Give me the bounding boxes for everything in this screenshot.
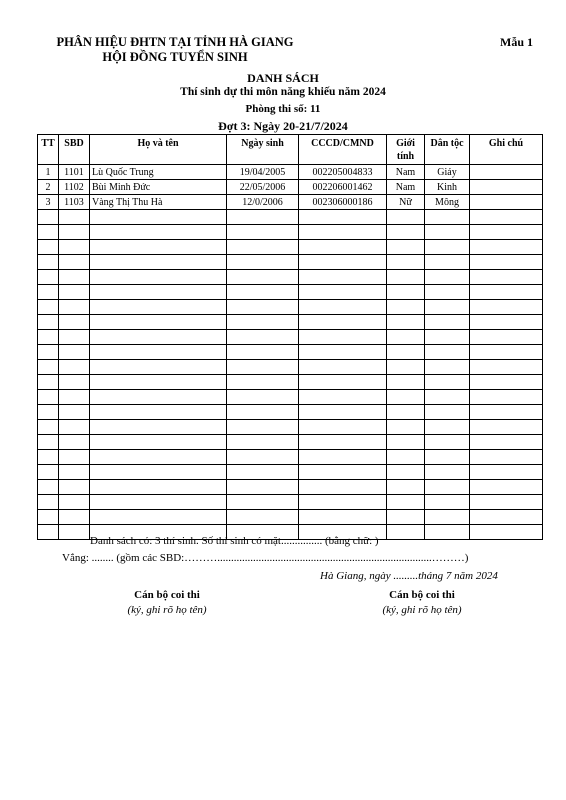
empty-cell [299,480,387,495]
empty-cell [38,465,59,480]
empty-table-row [38,450,543,465]
empty-cell [227,405,299,420]
place-date: Hà Giang, ngày .........tháng 7 năm 2024 [320,570,498,582]
empty-cell [470,240,543,255]
col-header-gender [387,135,425,165]
empty-cell [90,345,227,360]
empty-cell [227,285,299,300]
empty-table-row [38,315,543,330]
empty-cell [38,375,59,390]
empty-cell [59,345,90,360]
empty-cell [299,375,387,390]
empty-cell [470,255,543,270]
empty-cell [425,300,470,315]
empty-cell [299,240,387,255]
empty-cell [227,450,299,465]
empty-cell [470,480,543,495]
empty-cell [90,435,227,450]
empty-cell [425,525,470,540]
empty-cell [59,225,90,240]
cell-note [470,165,543,180]
empty-cell [299,300,387,315]
empty-cell [227,330,299,345]
empty-cell [227,465,299,480]
document-subtitle: Thí sinh dự thi môn năng khiếu năm 2024 [180,86,386,98]
empty-cell [387,465,425,480]
empty-cell [425,450,470,465]
empty-cell [90,450,227,465]
empty-cell [59,270,90,285]
empty-cell [425,375,470,390]
empty-cell [470,435,543,450]
empty-cell [387,420,425,435]
cell-ethnicity: Kinh [425,180,470,195]
empty-cell [425,225,470,240]
empty-cell [425,495,470,510]
cell-name: Bùi Minh Đức [90,180,227,195]
empty-cell [299,360,387,375]
empty-cell [38,420,59,435]
empty-cell [227,510,299,525]
empty-cell [387,270,425,285]
empty-cell [299,495,387,510]
cell-id: 002206001462 [299,180,387,195]
empty-cell [90,330,227,345]
empty-cell [387,480,425,495]
empty-table-row [38,285,543,300]
empty-cell [38,345,59,360]
empty-cell [470,450,543,465]
empty-cell [470,345,543,360]
col-header-id: CCCD/CMND [299,135,387,165]
empty-cell [38,450,59,465]
empty-cell [227,345,299,360]
cell-id: 002205004833 [299,165,387,180]
signature-right-title: Cán bộ coi thi [389,589,455,601]
exam-session: Đợt 3: Ngày 20-21/7/2024 [218,119,348,133]
empty-cell [299,450,387,465]
empty-cell [59,360,90,375]
empty-cell [425,405,470,420]
empty-cell [470,330,543,345]
signature-right-note: (ký, ghi rõ họ tên) [382,604,462,616]
empty-cell [59,330,90,345]
empty-cell [387,240,425,255]
col-header-ethnicity: Dân tộc [425,135,470,165]
empty-table-row [38,375,543,390]
empty-cell [387,330,425,345]
empty-cell [299,420,387,435]
cell-dob: 12/0/2006 [227,195,299,210]
empty-cell [90,270,227,285]
cell-ethnicity: Mông [425,195,470,210]
empty-cell [470,210,543,225]
empty-cell [227,480,299,495]
empty-table-row [38,270,543,285]
empty-cell [59,240,90,255]
empty-cell [38,270,59,285]
empty-cell [59,480,90,495]
empty-table-row [38,465,543,480]
empty-cell [299,285,387,300]
empty-cell [38,330,59,345]
empty-cell [90,360,227,375]
empty-table-row [38,300,543,315]
empty-cell [90,510,227,525]
empty-cell [387,360,425,375]
empty-cell [90,420,227,435]
cell-gender: Nam [387,165,425,180]
empty-cell [38,285,59,300]
cell-note [470,180,543,195]
empty-cell [227,225,299,240]
empty-cell [59,255,90,270]
empty-cell [38,435,59,450]
empty-cell [227,435,299,450]
cell-dob: 22/05/2006 [227,180,299,195]
empty-cell [59,300,90,315]
cell-tt: 2 [38,180,59,195]
empty-cell [425,345,470,360]
col-header-gender-line1: Giới [396,138,415,149]
empty-cell [299,345,387,360]
document-title: DANH SÁCH [247,71,319,85]
empty-cell [470,270,543,285]
empty-cell [470,300,543,315]
cell-sbd: 1102 [59,180,90,195]
empty-cell [227,495,299,510]
empty-cell [470,285,543,300]
empty-table-row [38,360,543,375]
empty-cell [38,510,59,525]
empty-cell [470,465,543,480]
empty-cell [387,210,425,225]
empty-cell [59,405,90,420]
empty-cell [470,525,543,540]
empty-cell [38,240,59,255]
empty-table-row [38,495,543,510]
cell-tt: 1 [38,165,59,180]
empty-table-row [38,480,543,495]
empty-cell [425,420,470,435]
empty-table-row [38,255,543,270]
empty-cell [425,285,470,300]
empty-cell [90,240,227,255]
empty-cell [59,495,90,510]
empty-table-row [38,345,543,360]
col-header-tt: TT [38,135,59,165]
empty-cell [227,360,299,375]
empty-cell [90,465,227,480]
cell-name: Lù Quốc Trung [90,165,227,180]
empty-cell [387,510,425,525]
empty-cell [59,435,90,450]
empty-cell [38,360,59,375]
empty-cell [387,300,425,315]
empty-cell [387,390,425,405]
col-header-gender-line2: tính [396,151,415,162]
empty-cell [425,465,470,480]
empty-cell [38,225,59,240]
empty-cell [425,210,470,225]
empty-table-row [38,510,543,525]
empty-cell [227,255,299,270]
empty-table-row [38,390,543,405]
empty-cell [299,270,387,285]
empty-cell [90,480,227,495]
cell-ethnicity: Giáy [425,165,470,180]
empty-table-row [38,435,543,450]
empty-cell [470,510,543,525]
empty-cell [59,285,90,300]
empty-cell [299,330,387,345]
empty-cell [90,495,227,510]
empty-cell [227,210,299,225]
empty-cell [59,210,90,225]
empty-cell [425,240,470,255]
empty-cell [470,360,543,375]
empty-cell [38,405,59,420]
empty-cell [38,495,59,510]
empty-cell [59,420,90,435]
candidate-summary: Danh sách có: 3 thí sinh. Số thí sinh có mặt............... (bằng chữ: ) [90,535,379,547]
empty-cell [470,420,543,435]
empty-cell [38,210,59,225]
cell-name: Vàng Thị Thu Hà [90,195,227,210]
empty-cell [299,315,387,330]
table-row [38,180,543,195]
organization-name: PHÂN HIỆU ĐHTN TẠI TỈNH HÀ GIANG [56,35,294,49]
cell-sbd: 1103 [59,195,90,210]
candidate-table [37,134,543,540]
empty-cell [90,225,227,240]
empty-cell [38,480,59,495]
empty-cell [425,360,470,375]
empty-cell [387,315,425,330]
empty-cell [59,315,90,330]
empty-cell [387,405,425,420]
empty-cell [387,375,425,390]
empty-cell [227,420,299,435]
cell-tt: 3 [38,195,59,210]
empty-cell [425,480,470,495]
empty-cell [90,210,227,225]
cell-gender: Nam [387,180,425,195]
cell-dob: 19/04/2005 [227,165,299,180]
empty-cell [227,270,299,285]
empty-cell [299,225,387,240]
empty-cell [470,225,543,240]
col-header-note: Ghi chú [470,135,543,165]
empty-cell [299,465,387,480]
empty-table-row [38,330,543,345]
signature-left-note: (ký, ghi rõ họ tên) [127,604,207,616]
empty-cell [425,270,470,285]
empty-cell [299,255,387,270]
empty-table-row [38,420,543,435]
empty-table-row [38,225,543,240]
empty-cell [299,435,387,450]
empty-cell [425,330,470,345]
empty-cell [425,255,470,270]
empty-cell [299,210,387,225]
empty-cell [227,315,299,330]
empty-cell [90,405,227,420]
signature-left-title: Cán bộ coi thi [134,589,200,601]
empty-cell [38,300,59,315]
table-row [38,195,543,210]
council-name: HỘI ĐỒNG TUYỂN SINH [102,50,248,64]
empty-cell [470,390,543,405]
empty-cell [387,450,425,465]
col-header-dob: Ngày sinh [227,135,299,165]
empty-cell [90,375,227,390]
table-row [38,165,543,180]
cell-id: 002306000186 [299,195,387,210]
empty-cell [387,525,425,540]
empty-cell [227,375,299,390]
empty-cell [59,450,90,465]
empty-cell [90,285,227,300]
empty-cell [470,495,543,510]
col-header-sbd: SBD [59,135,90,165]
absent-line: Vắng: ........ (gồm các SBD:………..............................................................................………) [62,552,469,564]
empty-cell [387,225,425,240]
empty-cell [227,390,299,405]
empty-cell [387,285,425,300]
empty-cell [90,390,227,405]
empty-cell [299,510,387,525]
empty-cell [387,345,425,360]
empty-table-row [38,240,543,255]
empty-cell [470,405,543,420]
empty-cell [299,405,387,420]
empty-cell [90,255,227,270]
empty-cell [425,435,470,450]
empty-cell [38,390,59,405]
empty-table-row [38,210,543,225]
empty-cell [90,315,227,330]
cell-gender: Nữ [387,195,425,210]
empty-cell [470,315,543,330]
cell-sbd: 1101 [59,165,90,180]
exam-room: Phòng thi số: 11 [245,103,321,115]
empty-cell [59,375,90,390]
empty-cell [90,300,227,315]
empty-cell [59,465,90,480]
empty-cell [387,255,425,270]
empty-cell [425,390,470,405]
empty-table-row [38,405,543,420]
table-header-row [38,135,543,165]
empty-cell [387,495,425,510]
empty-cell [38,315,59,330]
empty-cell [227,240,299,255]
empty-cell [38,255,59,270]
empty-cell [59,390,90,405]
form-code: Mẫu 1 [500,35,533,49]
empty-cell [38,525,59,540]
empty-cell [227,300,299,315]
empty-cell [59,510,90,525]
empty-cell [470,375,543,390]
col-header-name: Họ và tên [90,135,227,165]
cell-note [470,195,543,210]
empty-cell [425,315,470,330]
empty-cell [299,390,387,405]
empty-cell [425,510,470,525]
empty-cell [59,525,90,540]
empty-cell [387,435,425,450]
